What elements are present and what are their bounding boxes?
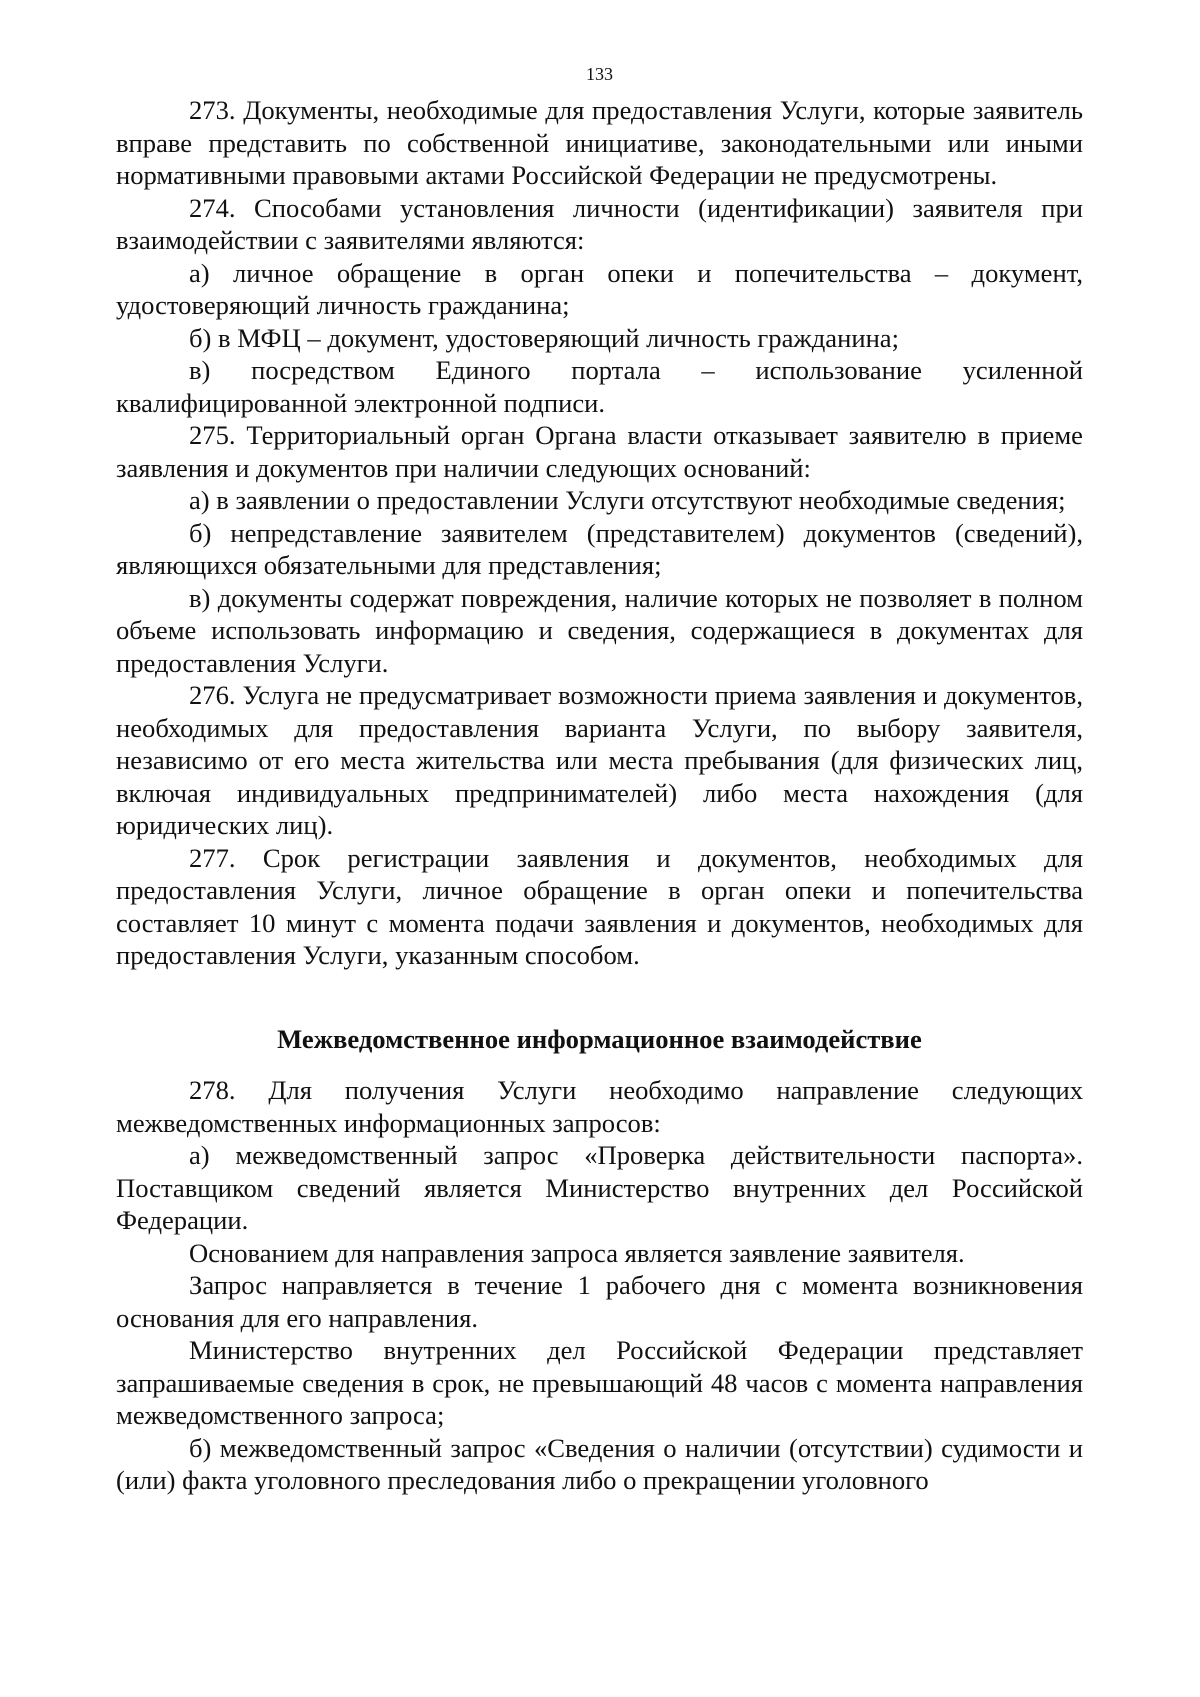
paragraph-275-a: а) в заявлении о предоставлении Услуги отсутствуют необходимые сведения;: [189, 485, 1066, 515]
paragraph-276: 276. Услуга не предусматривает возможности приема заявления и документов, необходимых для предоставления варианта Услуги, по выбору заявителя, независимо от его места жительства или места пребывания (для физических лиц, включая индивидуальных предпринимателей) либо места нахождения (для юридических лиц).: [116, 680, 1083, 840]
paragraph-274-v: в) посредством Единого портала – использование усиленной квалифицированной электронной подписи.: [116, 355, 1083, 418]
paragraph-275: 275. Территориальный орган Органа власти отказывает заявителю в приеме заявления и документов при наличии следующих оснований:: [116, 420, 1083, 483]
paragraph-278-b: б) межведомственный запрос «Сведения о наличии (отсутствии) судимости и (или) факта уголовного преследования либо о прекращении уголовного: [116, 1432, 1083, 1495]
paragraph-274-a: а) личное обращение в орган опеки и попечительства – документ, удостоверяющий личность гражданина;: [116, 257, 1083, 320]
paragraph-273: 273. Документы, необходимые для предоставления Услуги, которые заявитель вправе представить по собственной инициативе, законодательными или иными нормативными правовыми актами Российской Федерации не предусмотрены.: [116, 95, 1083, 190]
paragraph-request-timing: Запрос направляется в течение 1 рабочего дня с момента возникновения основания для его направления.: [116, 1270, 1083, 1333]
document-page: [116, 62, 1083, 1497]
paragraphs-before: [116, 94, 1083, 972]
page-number: 133: [586, 64, 613, 84]
paragraph-275-v: в) документы содержат повреждения, наличие которых не позволяет в полном объеме использовать информацию и сведения, содержащиеся в документах для предоставления Услуги.: [116, 582, 1083, 678]
paragraph-278: 278. Для получения Услуги необходимо направление следующих межведомственных информационных запросов:: [116, 1075, 1083, 1138]
paragraph-277: 277. Срок регистрации заявления и документов, необходимых для предоставления Услуги, личное обращение в орган опеки и попечительства составляет 10 минут с момента подачи заявления и документов, необходимых для предоставления Услуги, указанным способом.: [116, 842, 1083, 970]
paragraph-response-timing: Министерство внутренних дел Российской Федерации представляет запрашиваемые сведения в срок, не превышающий 48 часов с момента направления межведомственного запроса;: [116, 1335, 1083, 1430]
paragraph-275-b: б) непредставление заявителем (представителем) документов (сведений), являющихся обязательными для представления;: [116, 517, 1083, 580]
paragraph-274-b: б) в МФЦ – документ, удостоверяющий личность гражданина;: [189, 322, 899, 353]
section-heading: Межведомственное информационное взаимодействие: [277, 1023, 922, 1054]
paragraphs-after: [116, 1074, 1083, 1497]
paragraph-274: 274. Способами установления личности (идентификации) заявителя при взаимодействии с заявителями являются:: [116, 192, 1083, 255]
paragraph-278-a: а) межведомственный запрос «Проверка действительности паспорта». Поставщиком сведений является Министерство внутренних дел Российской Федерации.: [116, 1140, 1083, 1235]
paragraph-request-basis: Основанием для направления запроса является заявление заявителя.: [189, 1237, 965, 1268]
